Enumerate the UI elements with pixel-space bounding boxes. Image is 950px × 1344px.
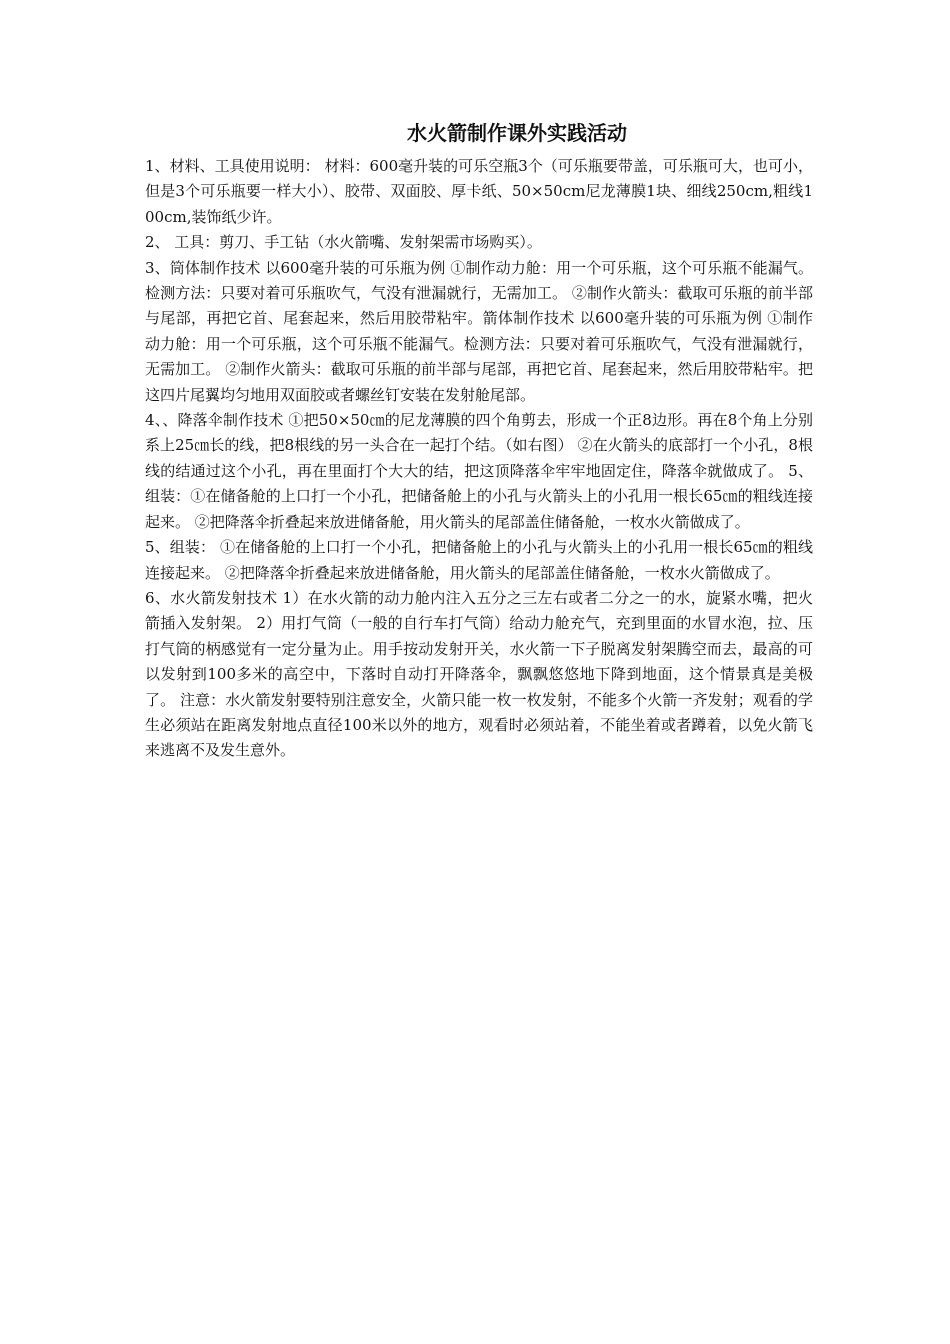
paragraph-materials: 1、材料、工具使用说明： 材料：600毫升装的可乐空瓶3个（可乐瓶要带盖，可乐瓶可大，也可小，但是3个可乐瓶要一样大小）、胶带、双面胶、厚卡纸、50×50cm尼龙薄膜1块、细线250cm,粗线100cm,装饰纸少许。 xyxy=(145,157,813,226)
document-page xyxy=(145,118,813,764)
paragraph-parachute: 4、、降落伞制作技术 ①把50×50㎝的尼龙薄膜的四个角剪去，形成一个正8边形。再在8个角上分别系上25㎝长的线，把8根线的另一头合在一起打个结。（如右图） ②在火箭头的底部打一个小孔，8根线的结通过这个小孔，再在里面打个大大的结，把这顶降落伞牢牢地固定住，降落伞就做成了。 5、组装：①在储备舱的上口打一个小孔，把储备舱上的小孔与火箭头上的小孔用一根长65㎝的粗线连接起来。 ②把降落伞折叠起来放进储备舱，用火箭头的尾部盖住储备舱，一枚水火箭做成了。 xyxy=(145,411,813,531)
paragraph-tools: 2、 工具：剪刀、手工钻（水火箭嘴、发射架需市场购买）。 xyxy=(145,233,542,252)
paragraph-assembly: 5、组装： ①在储备舱的上口打一个小孔，把储备舱上的小孔与火箭头上的小孔用一根长65㎝的粗线连接起来。 ②把降落伞折叠起来放进储备舱，用火箭头的尾部盖住储备舱，一枚水火箭做成了。 xyxy=(145,538,813,582)
paragraph-body-construction: 3、筒体制作技术 以600毫升装的可乐瓶为例 ①制作动力舱：用一个可乐瓶，这个可乐瓶不能漏气。检测方法：只要对着可乐瓶吹气，气没有泄漏就行，无需加工。 ②制作火箭头：截取可乐瓶的前半部与尾部，再把它首、尾套起来，然后用胶带粘牢。箭体制作技术 以600毫升装的可乐瓶为例 ①制作动力舱：用一个可乐瓶，这个可乐瓶不能漏气。检测方法：只要对着可乐瓶吹气，气没有泄漏就行，无需加工。 ②制作火箭头：截取可乐瓶的前半部与尾部，再把它首、尾套起来，然后用胶带粘牢。把这四片尾翼均匀地用双面胶或者螺丝钉安装在发射舱尾部。 xyxy=(145,258,813,404)
paragraph-launch: 6、水火箭发射技术 1）在水火箭的动力舱内注入五分之三左右或者二分之一的水，旋紧水嘴，把火箭插入发射架。 2）用打气筒（一般的自行车打气筒）给动力舱充气，充到里面的水冒水泡，拉、压打气筒的柄感觉有一定分量为止。用手按动发射开关，水火箭一下子脱离发射架腾空而去，最高的可以发射到100多米的高空中，下落时自动打开降落伞，飘飘悠悠地下降到地面，这个情景真是美极了。 注意：水火箭发射要特别注意安全，火箭只能一枚一枚发射，不能多个火箭一齐发射；观看的学生必须站在距离发射地点直径100米以外的地方，观看时必须站着，不能坐着或者蹲着，以免火箭飞来逃离不及发生意外。 xyxy=(145,588,813,760)
document-title: 水火箭制作课外实践活动 xyxy=(407,121,627,145)
